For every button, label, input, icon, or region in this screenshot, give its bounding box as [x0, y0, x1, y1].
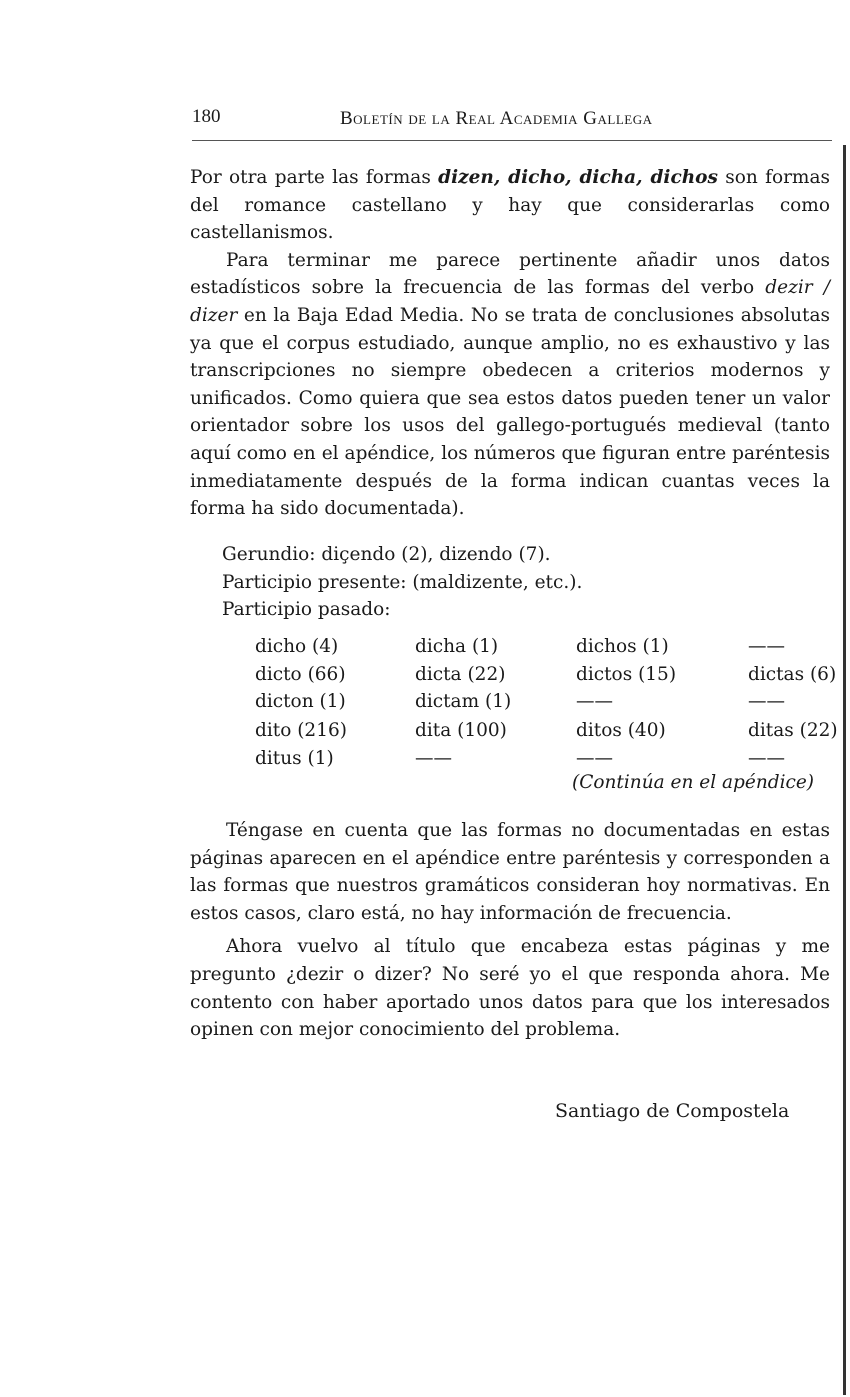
paragraph-text: Para terminar me parece pertinente añadir unos datos estadísticos sobre la frecuencia de las formas del verbo — [190, 249, 830, 299]
paragraph-text: son formas del romance castellano y hay que considerarlas como castellanismos. — [190, 167, 830, 244]
paragraph-conclusion: Ahora vuelvo al título que encabeza estas páginas y me pregunto ¿dezir o dizer? No seré yo el que responda ahora. Me contento con haber aportado unos datos para que los interesados opinen con mejor conocimiento del problema. — [190, 936, 830, 1041]
table-cell: dictos (15) — [576, 664, 677, 685]
table-cell: —— — [576, 691, 613, 712]
table-cell: —— — [748, 691, 785, 712]
table-cell: —— — [576, 748, 613, 769]
table-continuation-note: (Continúa en el apéndice) — [572, 772, 815, 793]
paragraph-text: en la Baja Edad Media. No se trata de conclusiones absolutas ya que el corpus estudiado, aunque amplio, no es exhaustivo y las transcripciones no siempre obedecen a criterios modernos y unificados. Como quiera que sea estos datos pueden tener un valor orientador sobre los usos del gallego-portugués medieval (tanto aquí como en el apéndice, los números que figuran entre paréntesis inmediatamente después de la forma indican cuantas veces la forma ha sido documentada). — [190, 304, 830, 520]
table-cell: dicta (22) — [415, 664, 506, 685]
journal-title: Boletín de la Real Academia Gallega — [340, 108, 653, 129]
paragraph-text: Por otra parte las formas — [190, 167, 439, 188]
table-cell: —— — [748, 748, 785, 769]
table-cell: —— — [748, 636, 785, 657]
body-text-top — [190, 164, 830, 523]
present-participle-line: Participio presente: (maldizente, etc.). — [222, 571, 583, 593]
paragraph-appendix-note: Téngase en cuenta que las formas no documentadas en estas páginas aparecen en el apéndice entre paréntesis y corresponden a las formas que nuestros gramáticos consideran hoy normativas. En estos casos, claro está, no hay información de frecuencia. — [190, 820, 830, 924]
paragraph-statistics — [190, 247, 830, 523]
castilian-forms: dizen, dicho, dicha, dichos — [438, 167, 718, 188]
table-cell: dictam (1) — [415, 691, 512, 712]
table-cell: dita (100) — [415, 720, 507, 741]
verb-forms: dezir / dizer — [190, 277, 830, 326]
table-cell: dichos (1) — [576, 636, 669, 657]
table-cell: dicha (1) — [415, 636, 499, 657]
table-cell: dicton (1) — [255, 691, 346, 712]
table-cell: dicho (4) — [255, 636, 339, 657]
page-edge-line — [843, 145, 846, 1395]
table-cell: ditos (40) — [576, 720, 666, 741]
gerund-line: Gerundio: diçendo (2), dizendo (7). — [222, 544, 551, 565]
verb-forms-list — [222, 541, 582, 624]
running-header — [192, 106, 832, 134]
signature-place: Santiago de Compostela — [555, 1100, 790, 1122]
table-cell: dicto (66) — [255, 664, 346, 685]
header-rule — [192, 140, 832, 141]
past-participle-line: Participio pasado: — [222, 599, 391, 620]
table-cell: —— — [415, 748, 452, 769]
body-text-bottom — [190, 817, 830, 1044]
table-cell: dictas (6) — [748, 664, 837, 685]
page-number: 180 — [192, 106, 221, 127]
paragraph-castellanismos — [190, 164, 830, 247]
table-cell: dito (216) — [255, 720, 347, 741]
table-cell: ditas (22) — [748, 720, 838, 741]
table-cell: ditus (1) — [255, 748, 334, 769]
